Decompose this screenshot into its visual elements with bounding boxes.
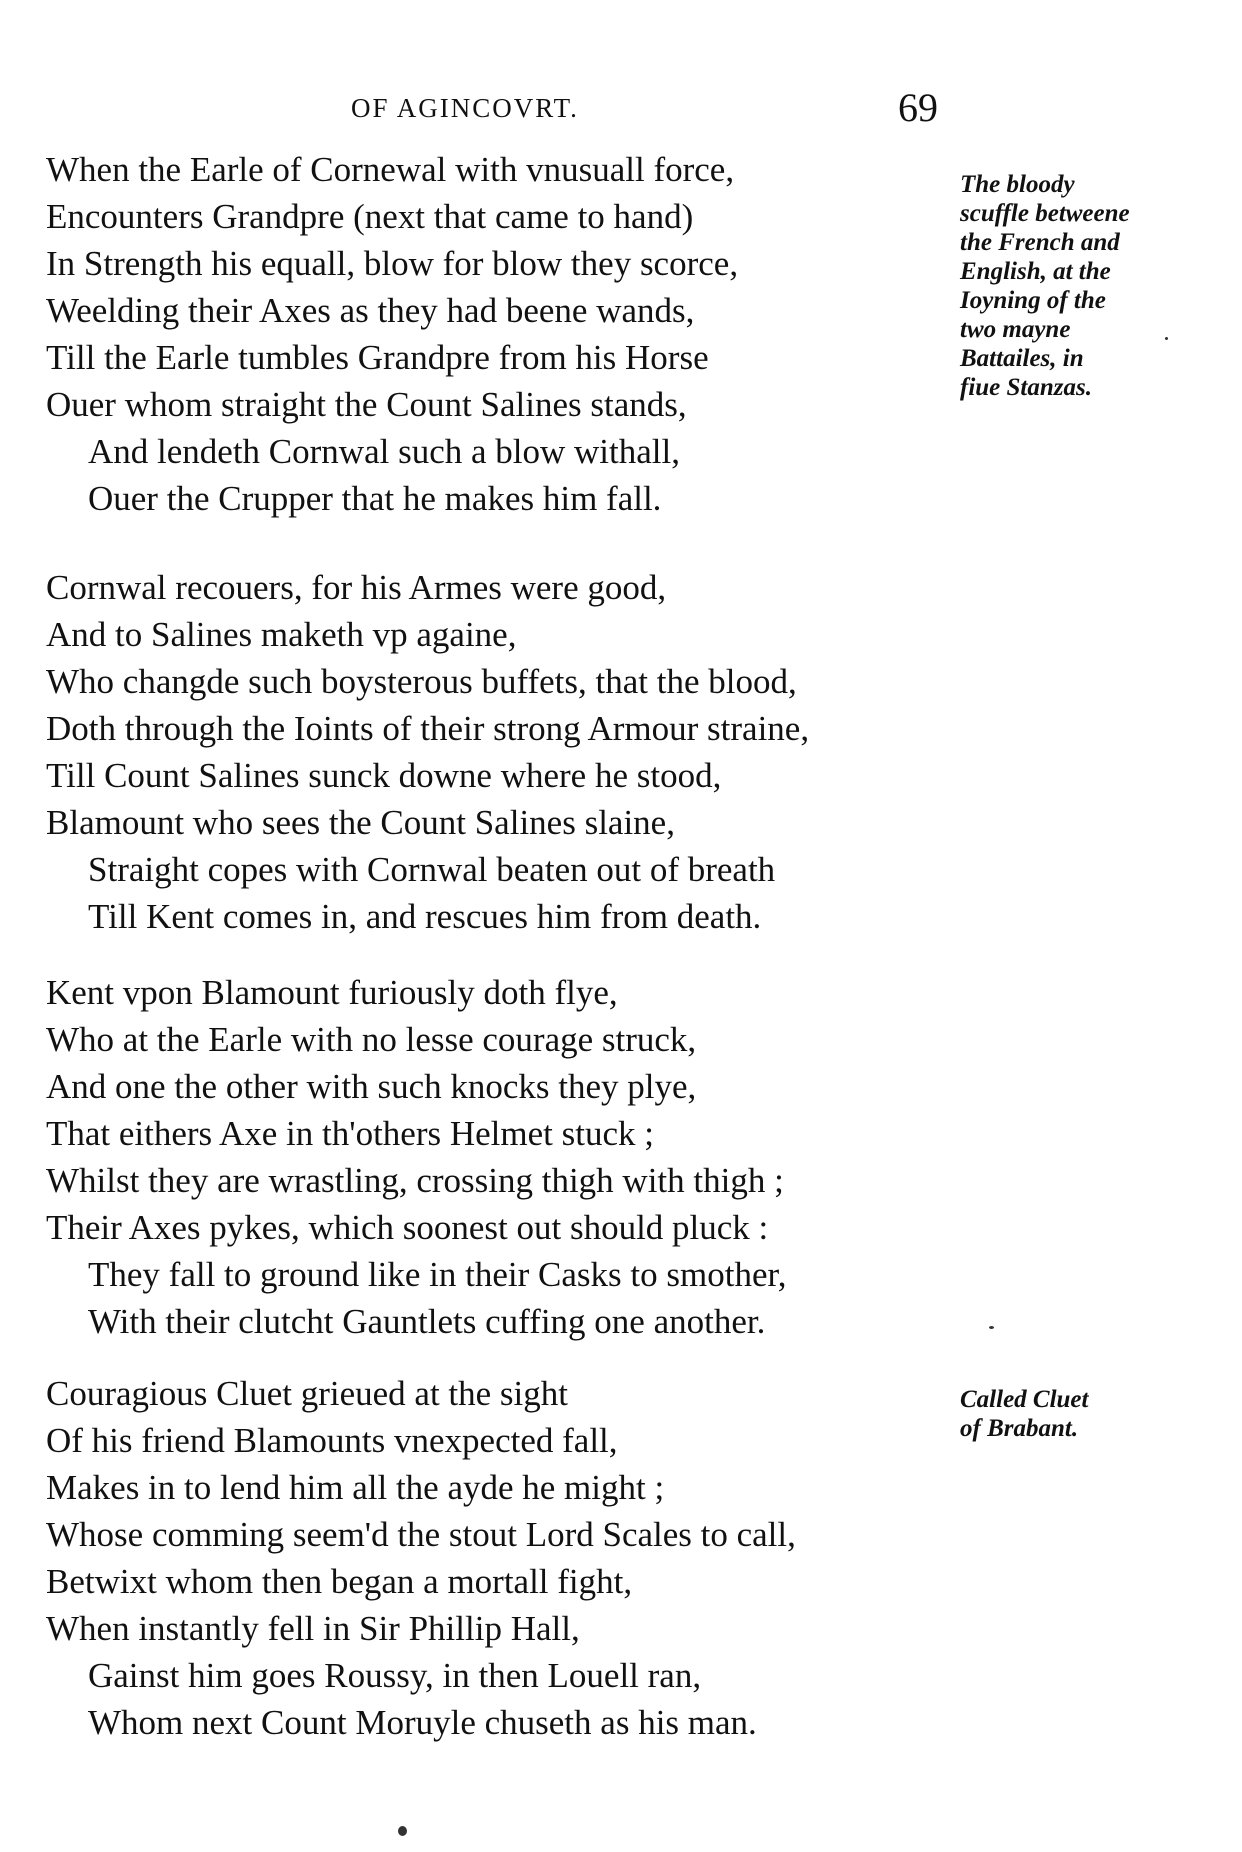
verse-line: Their Axes pykes, which soonest out should pluck : — [46, 1208, 769, 1247]
verse-line: Betwixt whom then began a mortall fight, — [46, 1562, 633, 1601]
verse-line: And lendeth Cornwal such a blow withall, — [88, 432, 680, 471]
margin-note-line: English, at the — [960, 258, 1111, 285]
print-speck — [989, 1326, 994, 1329]
verse-line: And one the other with such knocks they plye, — [46, 1067, 697, 1106]
margin-note-line: fiue Stanzas. — [960, 374, 1092, 401]
verse-line: Ouer the Crupper that he makes him fall. — [88, 479, 662, 518]
verse-line: Makes in to lend him all the ayde he might ; — [46, 1468, 665, 1507]
verse-line: Encounters Grandpre (next that came to hand) — [46, 197, 694, 236]
verse-line: And to Salines maketh vp againe, — [46, 615, 517, 654]
verse-line: When the Earle of Cornewal with vnusuall force, — [46, 150, 735, 189]
margin-note-line: Ioyning of the — [960, 287, 1106, 314]
verse-line: Doth through the Ioints of their strong Armour straine, — [46, 709, 810, 748]
verse-line: Till the Earle tumbles Grandpre from his Horse — [46, 338, 709, 377]
verse-line: Whilst they are wrastling, crossing thigh with thigh ; — [46, 1161, 784, 1200]
margin-note-line: of Brabant. — [960, 1415, 1079, 1442]
margin-note-line: two mayne — [960, 316, 1071, 343]
verse-line: Blamount who sees the Count Salines slaine, — [46, 803, 675, 842]
verse-line: Ouer whom straight the Count Salines stands, — [46, 385, 687, 424]
verse-line: Whom next Count Moruyle chuseth as his man. — [88, 1703, 757, 1742]
verse-line: Who at the Earle with no lesse courage struck, — [46, 1020, 697, 1059]
verse-line: Gainst him goes Roussy, in then Louell ran, — [88, 1656, 702, 1695]
verse-line: Till Count Salines sunck downe where he stood, — [46, 756, 722, 795]
verse-line: Who changde such boysterous buffets, that the blood, — [46, 662, 797, 701]
margin-note-line: Called Cluet — [960, 1386, 1089, 1413]
verse-line: Straight copes with Cornwal beaten out of breath — [88, 850, 776, 889]
stanza-2 — [46, 564, 966, 940]
verse-line: Cornwal recouers, for his Armes were good, — [46, 568, 667, 607]
margin-note-line: scuffle betweene — [960, 200, 1130, 227]
stanza-4 — [46, 1370, 966, 1746]
verse-line: Kent vpon Blamount furiously doth flye, — [46, 973, 618, 1012]
page-number: 69 — [898, 85, 938, 130]
verse-line: In Strength his equall, blow for blow they scorce, — [46, 244, 739, 283]
stanza-1 — [46, 146, 966, 522]
verse-line: They fall to ground like in their Casks to smother, — [88, 1255, 787, 1294]
verse-line: Till Kent comes in, and rescues him from death. — [88, 897, 762, 936]
running-head: OF AGINCOVRT. — [351, 93, 579, 123]
margin-note-cluet — [960, 1385, 1210, 1443]
stanza-3 — [46, 969, 966, 1345]
verse-line: Couragious Cluet grieued at the sight — [46, 1374, 568, 1413]
margin-note-line: the French and — [960, 229, 1120, 256]
margin-note-bloody-scuffle — [960, 170, 1210, 402]
print-speck — [398, 1826, 407, 1836]
verse-line: Whose comming seem'd the stout Lord Scales to call, — [46, 1515, 796, 1554]
margin-note-line: The bloody — [960, 171, 1075, 198]
print-speck — [1165, 337, 1168, 340]
verse-line: That eithers Axe in th'others Helmet stuck ; — [46, 1114, 654, 1153]
verse-line: With their clutcht Gauntlets cuffing one another. — [88, 1302, 766, 1341]
margin-note-line: Battailes, in — [960, 345, 1084, 372]
verse-line: When instantly fell in Sir Phillip Hall, — [46, 1609, 580, 1648]
verse-line: Of his friend Blamounts vnexpected fall, — [46, 1421, 618, 1460]
verse-line: Weelding their Axes as they had beene wands, — [46, 291, 695, 330]
